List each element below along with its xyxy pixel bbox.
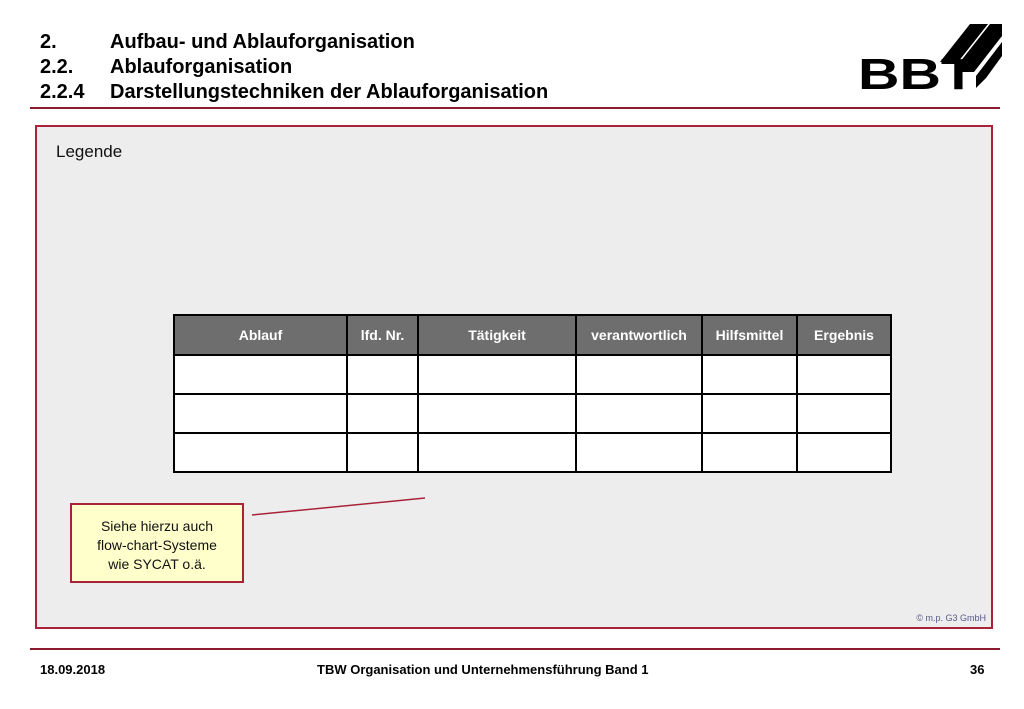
table-cell <box>174 355 347 394</box>
table-cell <box>418 355 576 394</box>
footer-page-number: 36 <box>970 662 985 677</box>
header-divider <box>30 107 1000 109</box>
heading-level-3 <box>40 81 548 104</box>
table-row <box>174 433 891 472</box>
process-table <box>173 314 892 473</box>
heading-text: Aufbau- und Ablauforganisation <box>110 31 415 53</box>
table-row <box>174 394 891 433</box>
heading-number: 2.2.4 <box>40 81 85 103</box>
column-header-taetigkeit: Tätigkeit <box>418 315 576 355</box>
table-cell <box>347 394 418 433</box>
table-cell <box>576 433 702 472</box>
column-header-ergebnis: Ergebnis <box>797 315 891 355</box>
heading-level-1 <box>40 31 415 54</box>
table-cell <box>702 394 797 433</box>
copyright-text: © m.p. G3 GmbH <box>916 613 986 623</box>
table-cell <box>702 355 797 394</box>
table-cell <box>174 394 347 433</box>
table-cell <box>347 355 418 394</box>
bbt-logo <box>856 22 1002 94</box>
table-cell <box>418 394 576 433</box>
table-header-row <box>174 315 891 355</box>
column-header-lfd-nr: lfd. Nr. <box>347 315 418 355</box>
table-cell <box>576 355 702 394</box>
note-line: Siehe hierzu auch <box>100 518 214 534</box>
footer-date: 18.09.2018 <box>40 662 106 677</box>
table-row <box>174 355 891 394</box>
table-cell <box>702 433 797 472</box>
legend-label: Legende <box>56 142 123 161</box>
table-cell <box>347 433 418 472</box>
heading-level-2 <box>40 56 292 79</box>
logo-text: BBT <box>858 50 977 94</box>
heading-text: Ablauforganisation <box>110 56 293 78</box>
table-cell <box>174 433 347 472</box>
footer-divider <box>30 648 1000 650</box>
heading-number: 2.2. <box>40 56 74 78</box>
column-header-ablauf: Ablauf <box>174 315 347 355</box>
callout-note <box>70 503 244 583</box>
table-cell <box>797 394 891 433</box>
table-cell <box>797 355 891 394</box>
note-line: flow-chart-Systeme <box>97 537 217 553</box>
heading-text: Darstellungstechniken der Ablauforganisation <box>110 81 549 103</box>
note-line: wie SYCAT o.ä. <box>108 556 206 572</box>
column-header-hilfsmittel: Hilfsmittel <box>702 315 797 355</box>
table-cell <box>576 394 702 433</box>
footer-title: TBW Organisation und Unternehmensführung Band 1 <box>317 662 649 677</box>
table-cell <box>418 433 576 472</box>
column-header-verantwortlich: verantwortlich <box>576 315 702 355</box>
heading-number: 2. <box>40 31 57 53</box>
table-cell <box>797 433 891 472</box>
